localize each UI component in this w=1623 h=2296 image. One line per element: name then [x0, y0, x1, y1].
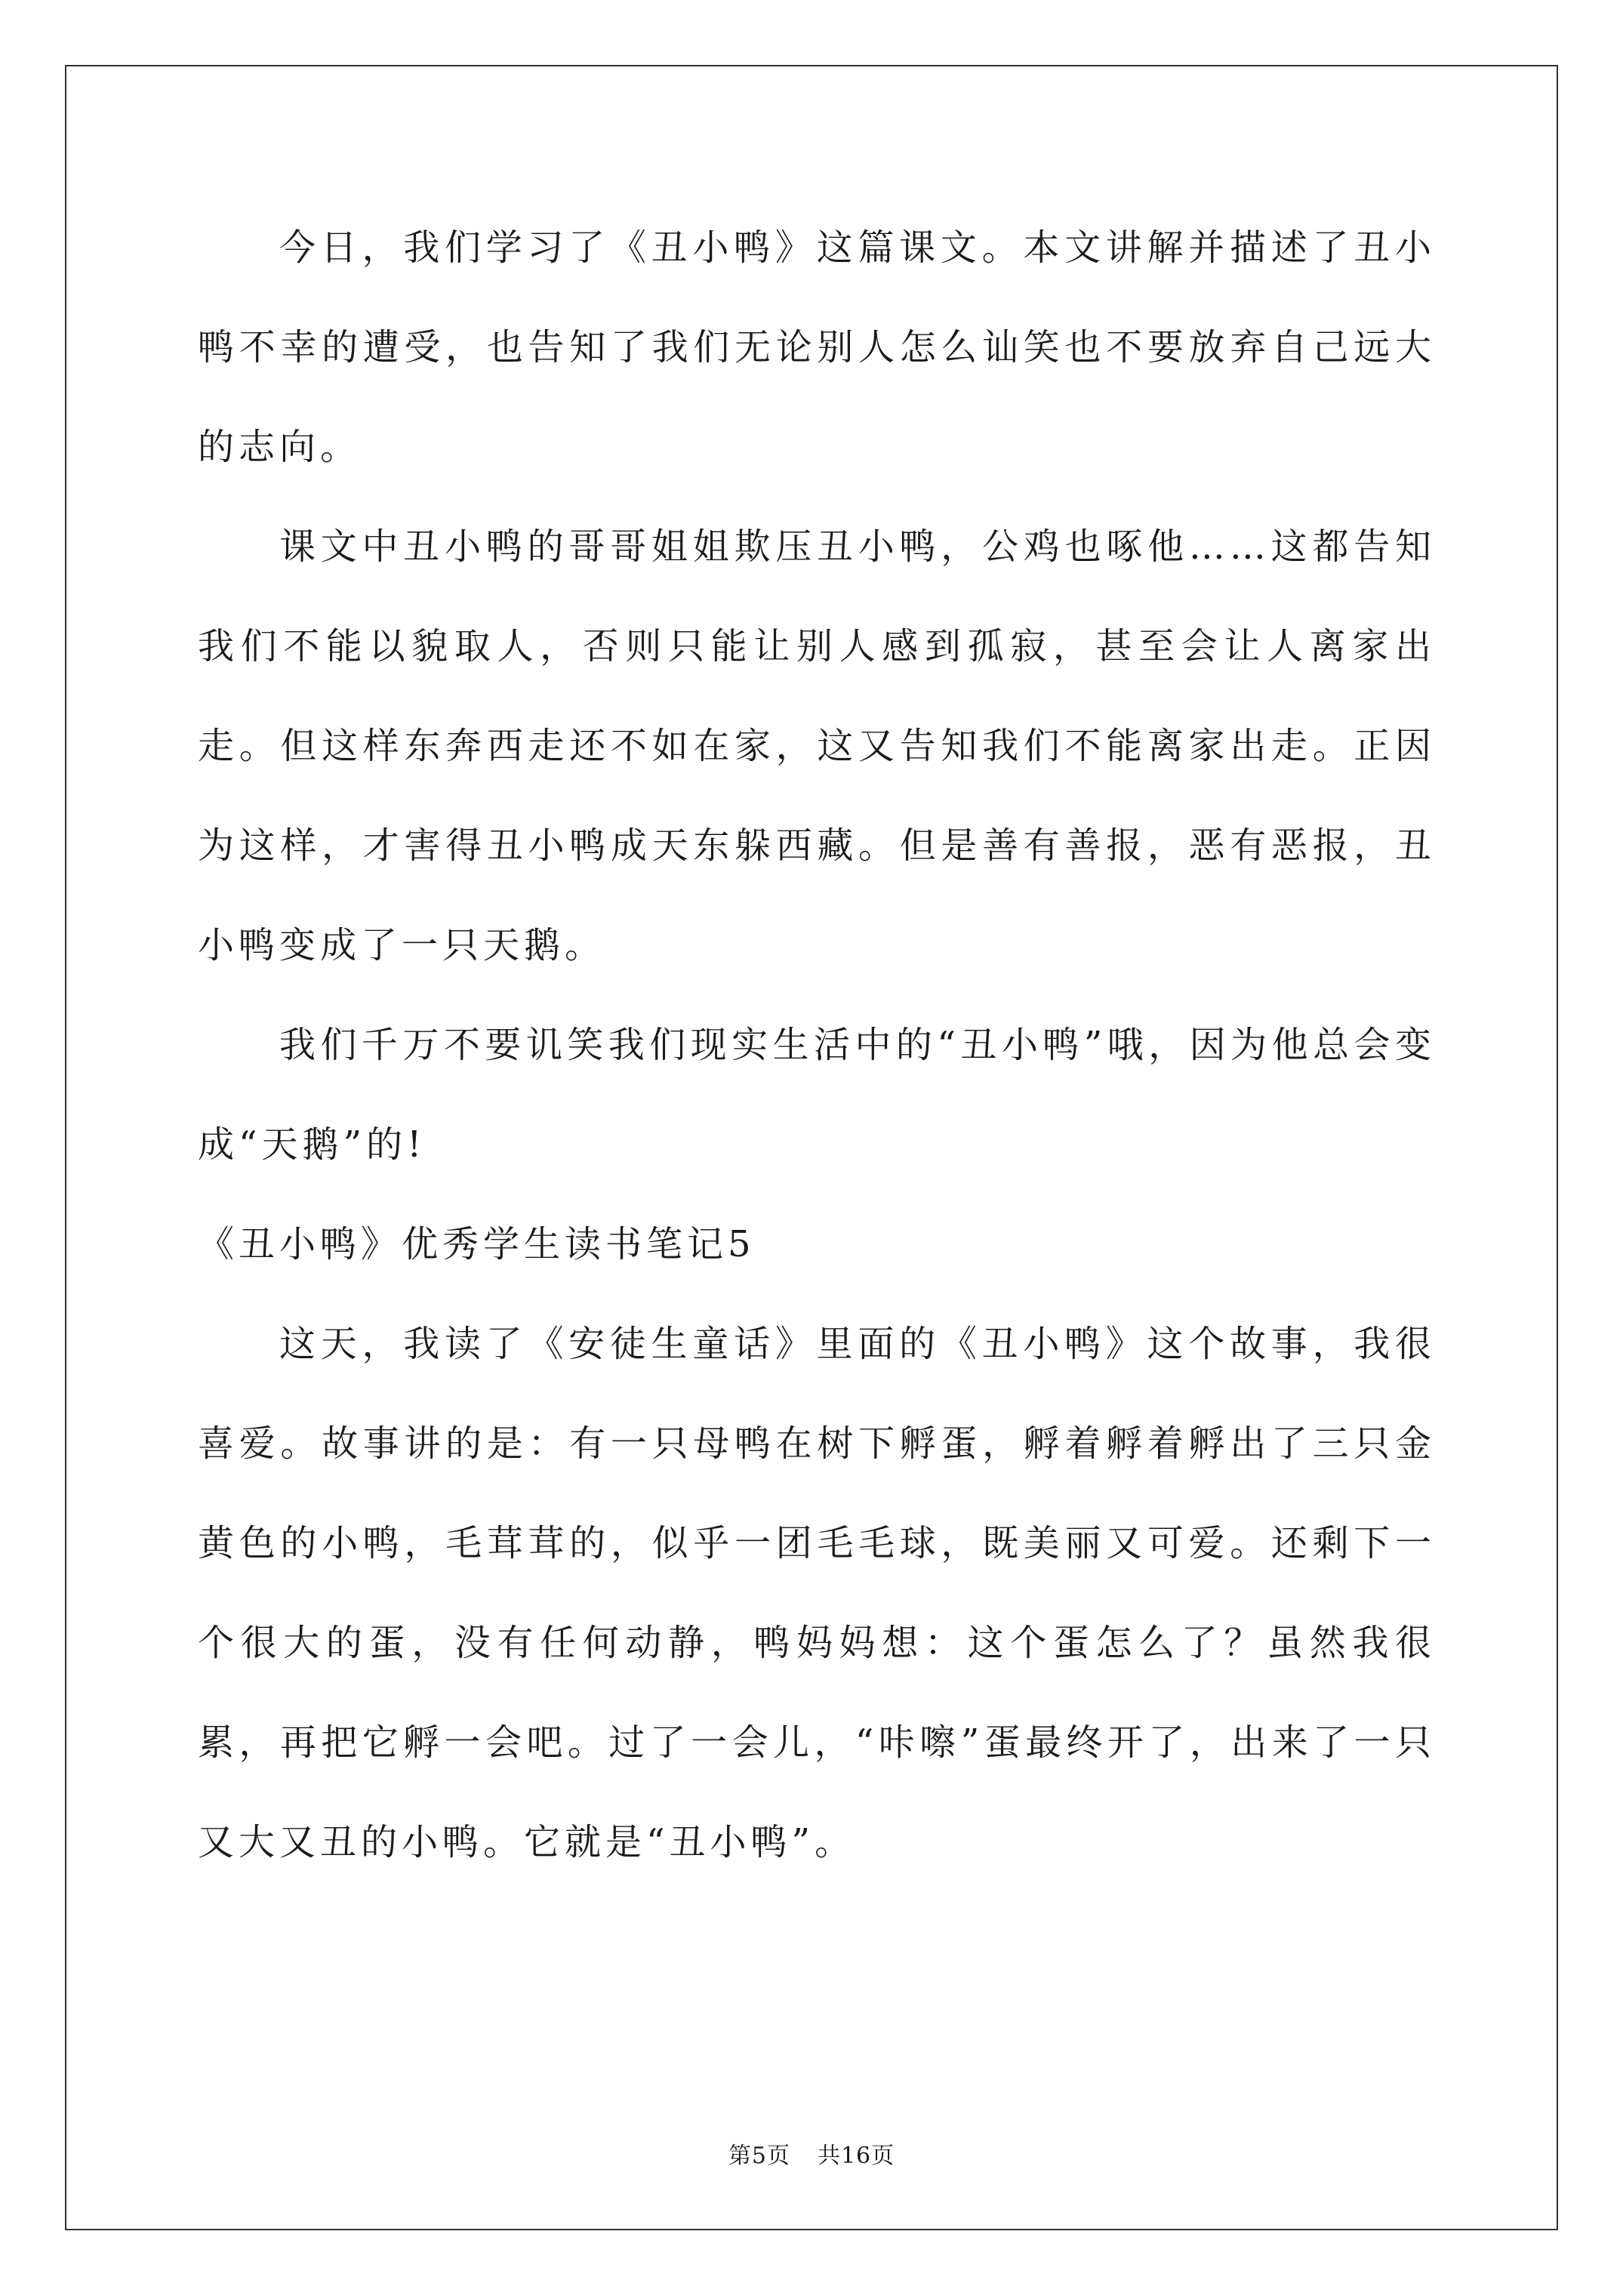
section-heading: 《丑小鸭》优秀学生读书笔记5 [198, 1223, 756, 1265]
page-footer [0, 2137, 1623, 2170]
page-number: 第5页 [728, 2143, 790, 2169]
page-total: 共16页 [817, 2143, 895, 2169]
paragraph-4: 这天，我读了《安徒生童话》里面的《丑小鸭》这个故事，我很喜爱。故事讲的是：有一只母鸭在树下孵蛋，孵着孵着孵出了三只金黄色的小鸭，毛茸茸的，似乎一团毛毛球，既美丽又可爱。还剩下一个很大的蛋，没有任何动静，鸭妈妈想：这个蛋怎么了？虽然我很累，再把它孵一会吧。过了一会儿，“咔嚓”蛋最终开了，出来了一只又大又丑的小鸭。它就是“丑小鸭”。 [198, 1323, 1436, 1863]
paragraph-3: 我们千万不要讥笑我们现实生活中的“丑小鸭”哦，因为他总会变成“天鹅”的! [198, 1024, 1436, 1166]
paragraph-2: 课文中丑小鸭的哥哥姐姐欺压丑小鸭，公鸡也啄他……这都告知我们不能以貌取人，否则只能让别人感到孤寂，甚至会让人离家出走。但这样东奔西走还不如在家，这又告知我们不能离家出走。正因为这样，才害得丑小鸭成天东躲西藏。但是善有善报，恶有恶报，丑小鸭变成了一只天鹅。 [198, 525, 1436, 966]
paragraph-1: 今日，我们学习了《丑小鸭》这篇课文。本文讲解并描述了丑小鸭不幸的遭受，也告知了我们无论别人怎么讪笑也不要放弃自己远大的志向。 [198, 227, 1436, 468]
document-body [198, 198, 1436, 1892]
